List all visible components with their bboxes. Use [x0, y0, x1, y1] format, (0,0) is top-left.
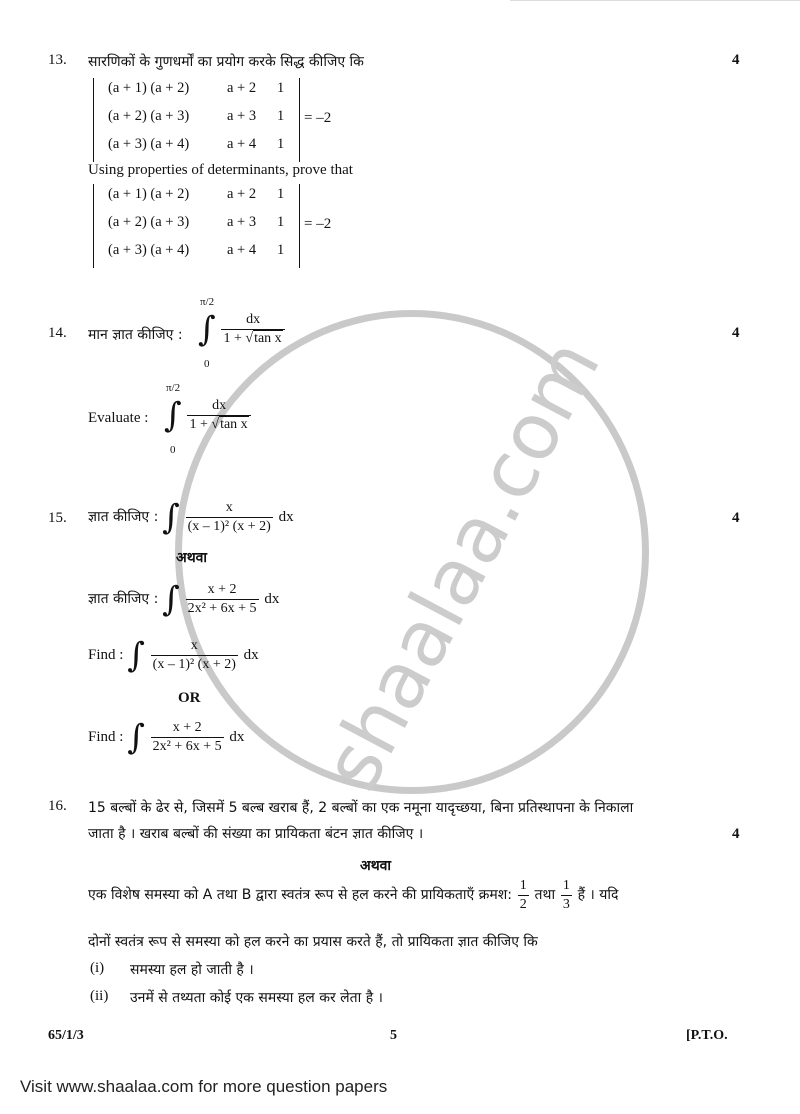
dx: dx — [243, 646, 259, 663]
dx: dx — [278, 508, 294, 525]
integrand-fraction — [187, 398, 250, 433]
question-number: 15. — [48, 510, 67, 526]
numerator: dx — [221, 312, 284, 330]
denominator: 2x² + 6x + 5 — [187, 601, 257, 616]
den-prefix: 1 + — [223, 331, 246, 346]
question-text-line-2: जाता है । खराब बल्बों की संख्या का प्रायिकता बंटन ज्ञात कीजिए । — [88, 826, 424, 842]
denominator: (x – 1)² (x + 2) — [187, 519, 271, 534]
det-cell: a + 2 — [227, 186, 257, 202]
det-cell: a + 4 — [227, 242, 257, 258]
integral-sign: ∫ — [162, 497, 180, 538]
den-root: tan x — [220, 417, 248, 432]
paper-code: 65/1/3 — [48, 1028, 84, 1043]
det-cell: (a + 3) (a + 4) — [108, 242, 190, 258]
det-cell: (a + 1) (a + 2) — [108, 80, 190, 96]
marks: 4 — [732, 52, 740, 68]
det-cell: (a + 2) (a + 3) — [108, 214, 190, 230]
det-cell: 1 — [277, 242, 285, 258]
det-cell: a + 2 — [227, 80, 257, 96]
det-cell: 1 — [277, 136, 285, 152]
question-hindi-text: सारणिकों के गुणधर्मों का प्रयोग करके सिद्ध कीजिए कि — [88, 54, 364, 70]
question-hindi-text: ज्ञात कीजिए : — [88, 590, 159, 607]
visit-banner: Visit www.shaalaa.com for more question papers — [20, 1077, 388, 1096]
numerator: 1 — [518, 878, 529, 896]
sub-item-i — [90, 960, 104, 977]
question-text-line-1: 15 बल्बों के ढेर से, जिसमें 5 बल्ब खराब हैं, 2 बल्बों का एक नमूना यादृच्छया, बिना प्रतिस्थापना के निकाला — [88, 800, 634, 816]
watermark-text: shaalaa.com — [306, 325, 618, 805]
scan-edge-line — [510, 0, 800, 31]
item-label: (i) — [90, 960, 105, 976]
question-hindi-text: ज्ञात कीजिए : — [88, 508, 159, 525]
marks: 4 — [732, 510, 740, 526]
dx: dx — [264, 590, 280, 607]
det-cell: a + 3 — [227, 214, 257, 230]
det-cell: (a + 1) (a + 2) — [108, 186, 190, 202]
denominator: 1 + √tan x — [223, 331, 282, 346]
question-number: 14. — [48, 325, 67, 341]
pto-label: [P.T.O. — [686, 1028, 728, 1043]
det-cell: (a + 3) (a + 4) — [108, 136, 190, 152]
or-hindi: अथवा — [176, 550, 208, 566]
integral-sign: ∫ — [127, 635, 145, 676]
numerator: dx — [187, 398, 250, 416]
integral-sign: ∫ — [198, 309, 216, 350]
denominator: 2 — [519, 897, 527, 912]
question-english-text: Using properties of determinants, prove that — [88, 162, 353, 178]
question-english-text: Evaluate : — [88, 410, 149, 426]
denominator: (x – 1)² (x + 2) — [152, 657, 236, 672]
det-cell: (a + 2) (a + 3) — [108, 108, 190, 124]
integral-sign: ∫ — [162, 579, 180, 620]
probability-fraction-a — [518, 878, 529, 913]
det-cell: 1 — [277, 214, 285, 230]
den-prefix: 1 + — [189, 417, 212, 432]
lower-limit: 0 — [170, 444, 176, 456]
question-english-text: Find : — [88, 646, 124, 663]
det-result: = –2 — [304, 110, 332, 126]
or-english: OR — [178, 690, 201, 706]
denominator: 2x² + 6x + 5 — [152, 739, 222, 754]
determinant-hindi — [93, 78, 300, 162]
page-number: 5 — [390, 1028, 397, 1043]
probability-fraction-b — [561, 878, 572, 913]
denominator: 3 — [562, 897, 570, 912]
item-text: उनमें से तथ्यता कोई एक समस्या हल कर लेता है । — [130, 990, 383, 1006]
integral-sign: ∫ — [164, 395, 182, 436]
question-number: 16. — [48, 798, 67, 814]
integral-sign: ∫ — [127, 717, 145, 758]
watermark-circle — [175, 310, 649, 794]
numerator: x — [151, 638, 238, 656]
numerator: x — [186, 500, 273, 518]
item-label: (ii) — [90, 988, 109, 1004]
integrand-fraction — [186, 500, 273, 535]
upper-limit: π/2 — [200, 296, 215, 308]
det-result: = –2 — [304, 216, 332, 232]
question-english-text: Find : — [88, 728, 124, 745]
denominator: 1 + √tan x — [189, 417, 248, 432]
question-number: 13. — [48, 52, 67, 68]
or-hindi: अथवा — [360, 858, 392, 874]
det-cell: 1 — [277, 186, 285, 202]
marks: 4 — [732, 826, 740, 842]
det-cell: 1 — [277, 108, 285, 124]
numerator: 1 — [561, 878, 572, 896]
numerator: x + 2 — [186, 582, 259, 600]
alt-text-line-2: दोनों स्वतंत्र रूप से समस्या को हल करने का प्रयास करते हैं, तो प्रायिकता ज्ञात कीजिए कि — [88, 934, 538, 950]
upper-limit: π/2 — [166, 382, 181, 394]
dx: dx — [229, 728, 245, 745]
sub-item-ii — [90, 988, 108, 1005]
det-cell: 1 — [277, 80, 285, 96]
marks: 4 — [732, 325, 740, 341]
alt-text-line-1b: हैं । यदि — [577, 886, 619, 903]
alt-text-line-1a: एक विशेष समस्या को A तथा B द्वारा स्वतंत्र रूप से हल करने की प्रायिकताएँ क्रमश: — [88, 886, 513, 903]
lower-limit: 0 — [204, 358, 210, 370]
numerator: x + 2 — [151, 720, 224, 738]
determinant-english — [93, 184, 300, 268]
integrand-fraction — [186, 582, 259, 617]
integrand-fraction — [151, 720, 224, 755]
den-root: tan x — [254, 331, 282, 346]
conjunction: तथा — [534, 886, 556, 903]
det-cell: a + 4 — [227, 136, 257, 152]
integrand-fraction — [151, 638, 238, 673]
integrand-fraction — [221, 312, 284, 347]
det-cell: a + 3 — [227, 108, 257, 124]
item-text: समस्या हल हो जाती है । — [130, 962, 254, 978]
question-hindi-text: मान ज्ञात कीजिए : — [88, 327, 183, 343]
